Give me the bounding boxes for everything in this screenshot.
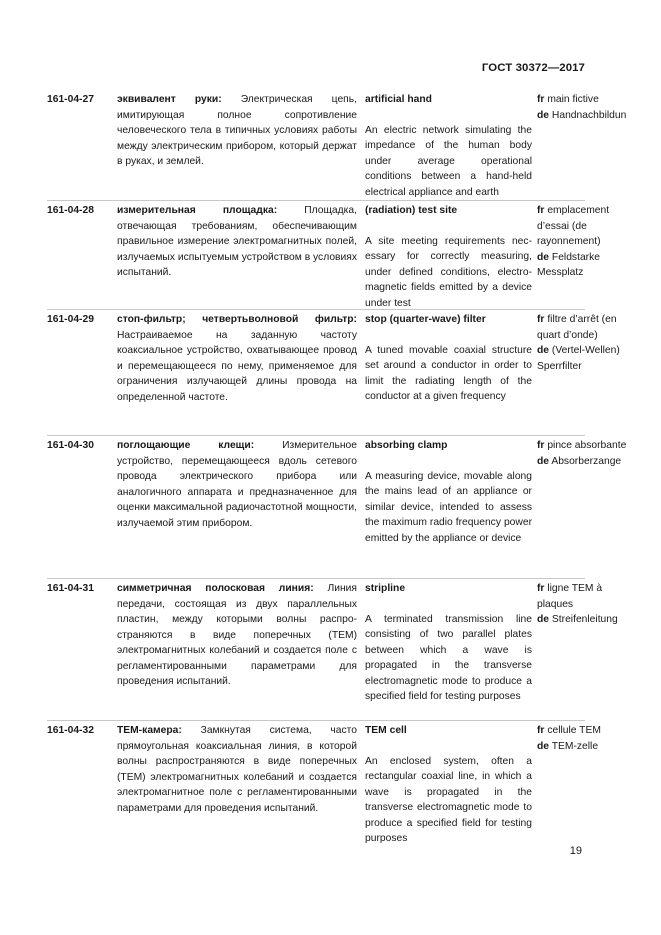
term-number: 161-04-27: [47, 94, 94, 105]
term-number: 161-04-31: [47, 583, 94, 594]
german-equivalent: de TEM-zelle: [537, 740, 599, 752]
french-equivalent: fr cellule TEM: [537, 725, 601, 736]
english-definition: [365, 92, 532, 200]
french-equivalent: fr emplacement d’essai (de rayonnement): [537, 205, 610, 247]
english-definition: [365, 312, 532, 435]
equivalents: [537, 92, 637, 200]
german-equivalent: de Feldstarke Messplatz: [537, 251, 600, 278]
term-number: 161-04-30: [47, 440, 94, 451]
russian-definition-text: Измерительное устройство, перемещающееся вдоль сетевого провода электрического прибора или аналогичного аппарата и предназначенное для оценки максимальной радиочастотной мощности, излучаемой этим прибором.: [117, 440, 357, 529]
english-term: TEM cell: [365, 725, 407, 736]
equivalents: [537, 312, 637, 435]
russian-term: поглощающие клещи:: [117, 440, 255, 451]
equivalents: [537, 581, 637, 720]
term-number: 161-04-29: [47, 314, 94, 325]
english-definition: [365, 581, 532, 720]
french-equivalent: fr filtre d’arrêt (en quart d’onde): [537, 314, 617, 341]
english-definition-text: A site meeting requirements necessary for correctly measuring, under defined conditions, electromagnetic fields emitted by a device under test: [365, 235, 532, 309]
term-entry: [47, 578, 618, 720]
english-definition-text: A measuring device, movable along the mains lead of an appliance or similar device, intended to assess the maximum radio frequency power emitted by the appliance or device: [365, 470, 532, 544]
russian-term: измерительная площадка:: [117, 205, 278, 216]
russian-term: эквивалент руки:: [117, 94, 222, 105]
term-entry: [47, 200, 610, 309]
english-definition-text: An enclosed system, often a rectangular coaxial line, in which a wave is propagated in the transverse electromagnetic mode to produce a specified field for testing purposes: [365, 755, 532, 844]
term-number: 161-04-28: [47, 205, 94, 216]
russian-definition: [117, 92, 357, 200]
term-entry: [47, 720, 601, 863]
english-term: (radiation) test site: [365, 205, 458, 216]
french-equivalent: fr ligne TEM à plaques: [537, 583, 603, 610]
english-term: artificial hand: [365, 94, 432, 105]
russian-term: ТЕМ-камера:: [117, 725, 182, 736]
term-number: 161-04-32: [47, 725, 94, 736]
english-definition: [365, 203, 532, 309]
terms-table: [47, 90, 627, 863]
equivalents: [537, 723, 637, 863]
russian-term: стоп-фильтр; четвертьволновой фильтр:: [117, 314, 357, 325]
french-equivalent: fr pince absorbante: [537, 440, 627, 451]
german-equivalent: de Streifenleitung: [537, 614, 618, 625]
english-term: absorbing clamp: [365, 440, 448, 451]
english-definition: [365, 438, 532, 578]
english-term: stripline: [365, 583, 406, 594]
term-entry: [47, 435, 627, 578]
russian-definition-text: Линия передачи, состоящая из двух параллельных пластин, между которыми волны распространяются в виде поперечных (ТЕМ) электромагнитных колебаний и создается поле с регламентированными параметрами для проведения испытаний.: [117, 583, 357, 687]
russian-definition: [117, 581, 357, 720]
russian-definition-text: Настраиваемое на заданную частоту коаксиальное устройство, охватывающее провод и перемещающееся по нему, применяемое для ограничения излучающей длины провода на определенной частоте.: [117, 329, 357, 403]
english-definition: [365, 723, 532, 863]
term-entry: [47, 90, 627, 200]
page-number: 19: [569, 845, 582, 857]
russian-term: симметричная полосковая линия:: [117, 583, 314, 594]
german-equivalent: de Handnachbildun: [537, 109, 627, 121]
german-equivalent: de Absorberzange: [537, 455, 622, 467]
standard-header: ГОСТ 30372—2017: [481, 62, 585, 74]
french-equivalent: fr main fictive: [537, 94, 599, 105]
russian-definition-text: Площадка, отвечающая требованиям, обеспечивающим правильное измерение электромагнитных полей, излучаемых испытуемым устройством в условиях испытаний.: [117, 205, 358, 278]
equivalents: [537, 438, 637, 578]
russian-definition: [117, 203, 357, 309]
term-entry: [47, 309, 620, 435]
russian-definition-text: Электрическая цепь, имитирующая полное сопротивление человеческого тела в типичных условиях работы между электрическим прибором, который держат в руках, и землей.: [117, 94, 357, 167]
german-equivalent: de (Vertel-Wellen) Sperrfilter: [537, 345, 620, 372]
english-definition-text: A terminated transmission line consisting of two parallel plates between which a wave is propagated in the transverse electromagnetic mode to produce a specified field for testing purposes: [365, 613, 532, 702]
russian-definition-text: Замкнутая система, часто прямоугольная коаксиальная линия, в которой волны распространяются в виде поперечных (ТЕМ) электромагнитных колебаний и создается электромагнитное поле с регламентированными параметрами для проведения испытаний.: [117, 725, 357, 814]
equivalents: [537, 203, 637, 309]
english-definition-text: A tuned movable coaxial structure set around a conductor in order to limit the radiating length of the conductor at a given frequency: [365, 344, 532, 402]
english-term: stop (quarter-wave) filter: [365, 314, 486, 325]
russian-definition: [117, 438, 357, 578]
english-definition-text: An electric network simulating the impedance of the human body under average operational conditions between a hand-held electrical appliance and earth: [365, 124, 532, 198]
russian-definition: [117, 723, 357, 863]
russian-definition: [117, 312, 357, 435]
